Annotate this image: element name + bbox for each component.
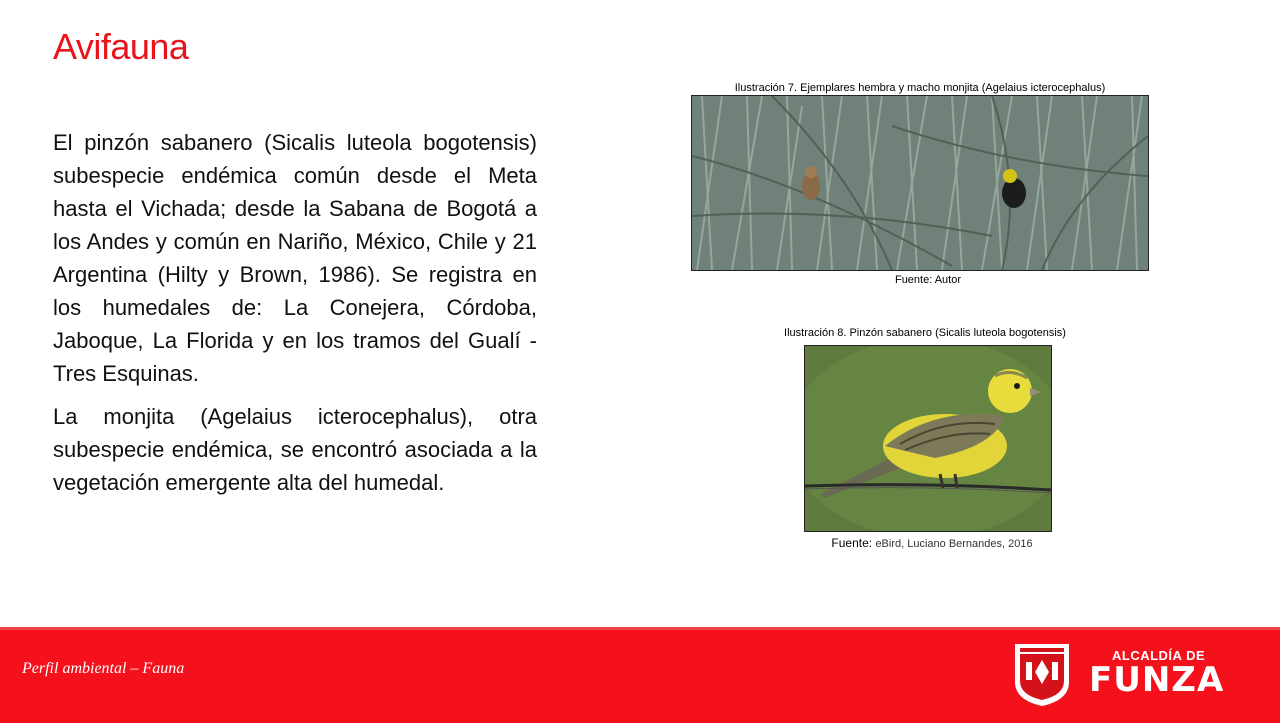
photo-monjita-reeds — [691, 95, 1149, 271]
figure-8-source-detail: eBird, Luciano Bernandes, 2016 — [875, 538, 1033, 550]
figure-7-caption: Ilustración 7. Ejemplares hembra y macho monjita (Agelaius icterocephalus) — [734, 82, 1106, 94]
figure-8-caption: Ilustración 8. Pinzón sabanero (Sicalis luteola bogotensis) — [784, 327, 1066, 339]
paragraph-pinzon: El pinzón sabanero (Sicalis luteola bogotensis) subespecie endémica común desde el Meta hasta el Vichada; desde la Sabana de Bogotá a los Andes y común en Nariño, México, Chile y 21 Argentina (Hilty y Brown, 1986). Se registra en los humedales de: La Conejera, Córdoba, Jaboque, La Florida y en los tramos del Gualí - Tres Esquinas. — [53, 130, 537, 386]
paragraph-monjita: La monjita (Agelaius icterocephalus), otra subespecie endémica, se encontró asociada a la vegetación emergente alta del humedal. — [53, 404, 537, 495]
funza-crest-icon — [1013, 642, 1071, 708]
body-text — [53, 126, 537, 509]
footer-bar — [0, 627, 1280, 723]
photo-pinzon-sabanero — [804, 345, 1052, 532]
slide-title: Avifauna — [53, 26, 189, 67]
figure-8-source — [822, 536, 1042, 550]
footer-text: Perfil ambiental – Fauna — [22, 660, 185, 677]
figure-7-source: Fuente: Autor — [894, 274, 962, 286]
figure-8-source-label: Fuente: — [831, 536, 873, 550]
brand-top-text: ALCALDÍA DE — [1112, 648, 1206, 663]
brand-main-text: FUNZA — [1089, 660, 1225, 700]
